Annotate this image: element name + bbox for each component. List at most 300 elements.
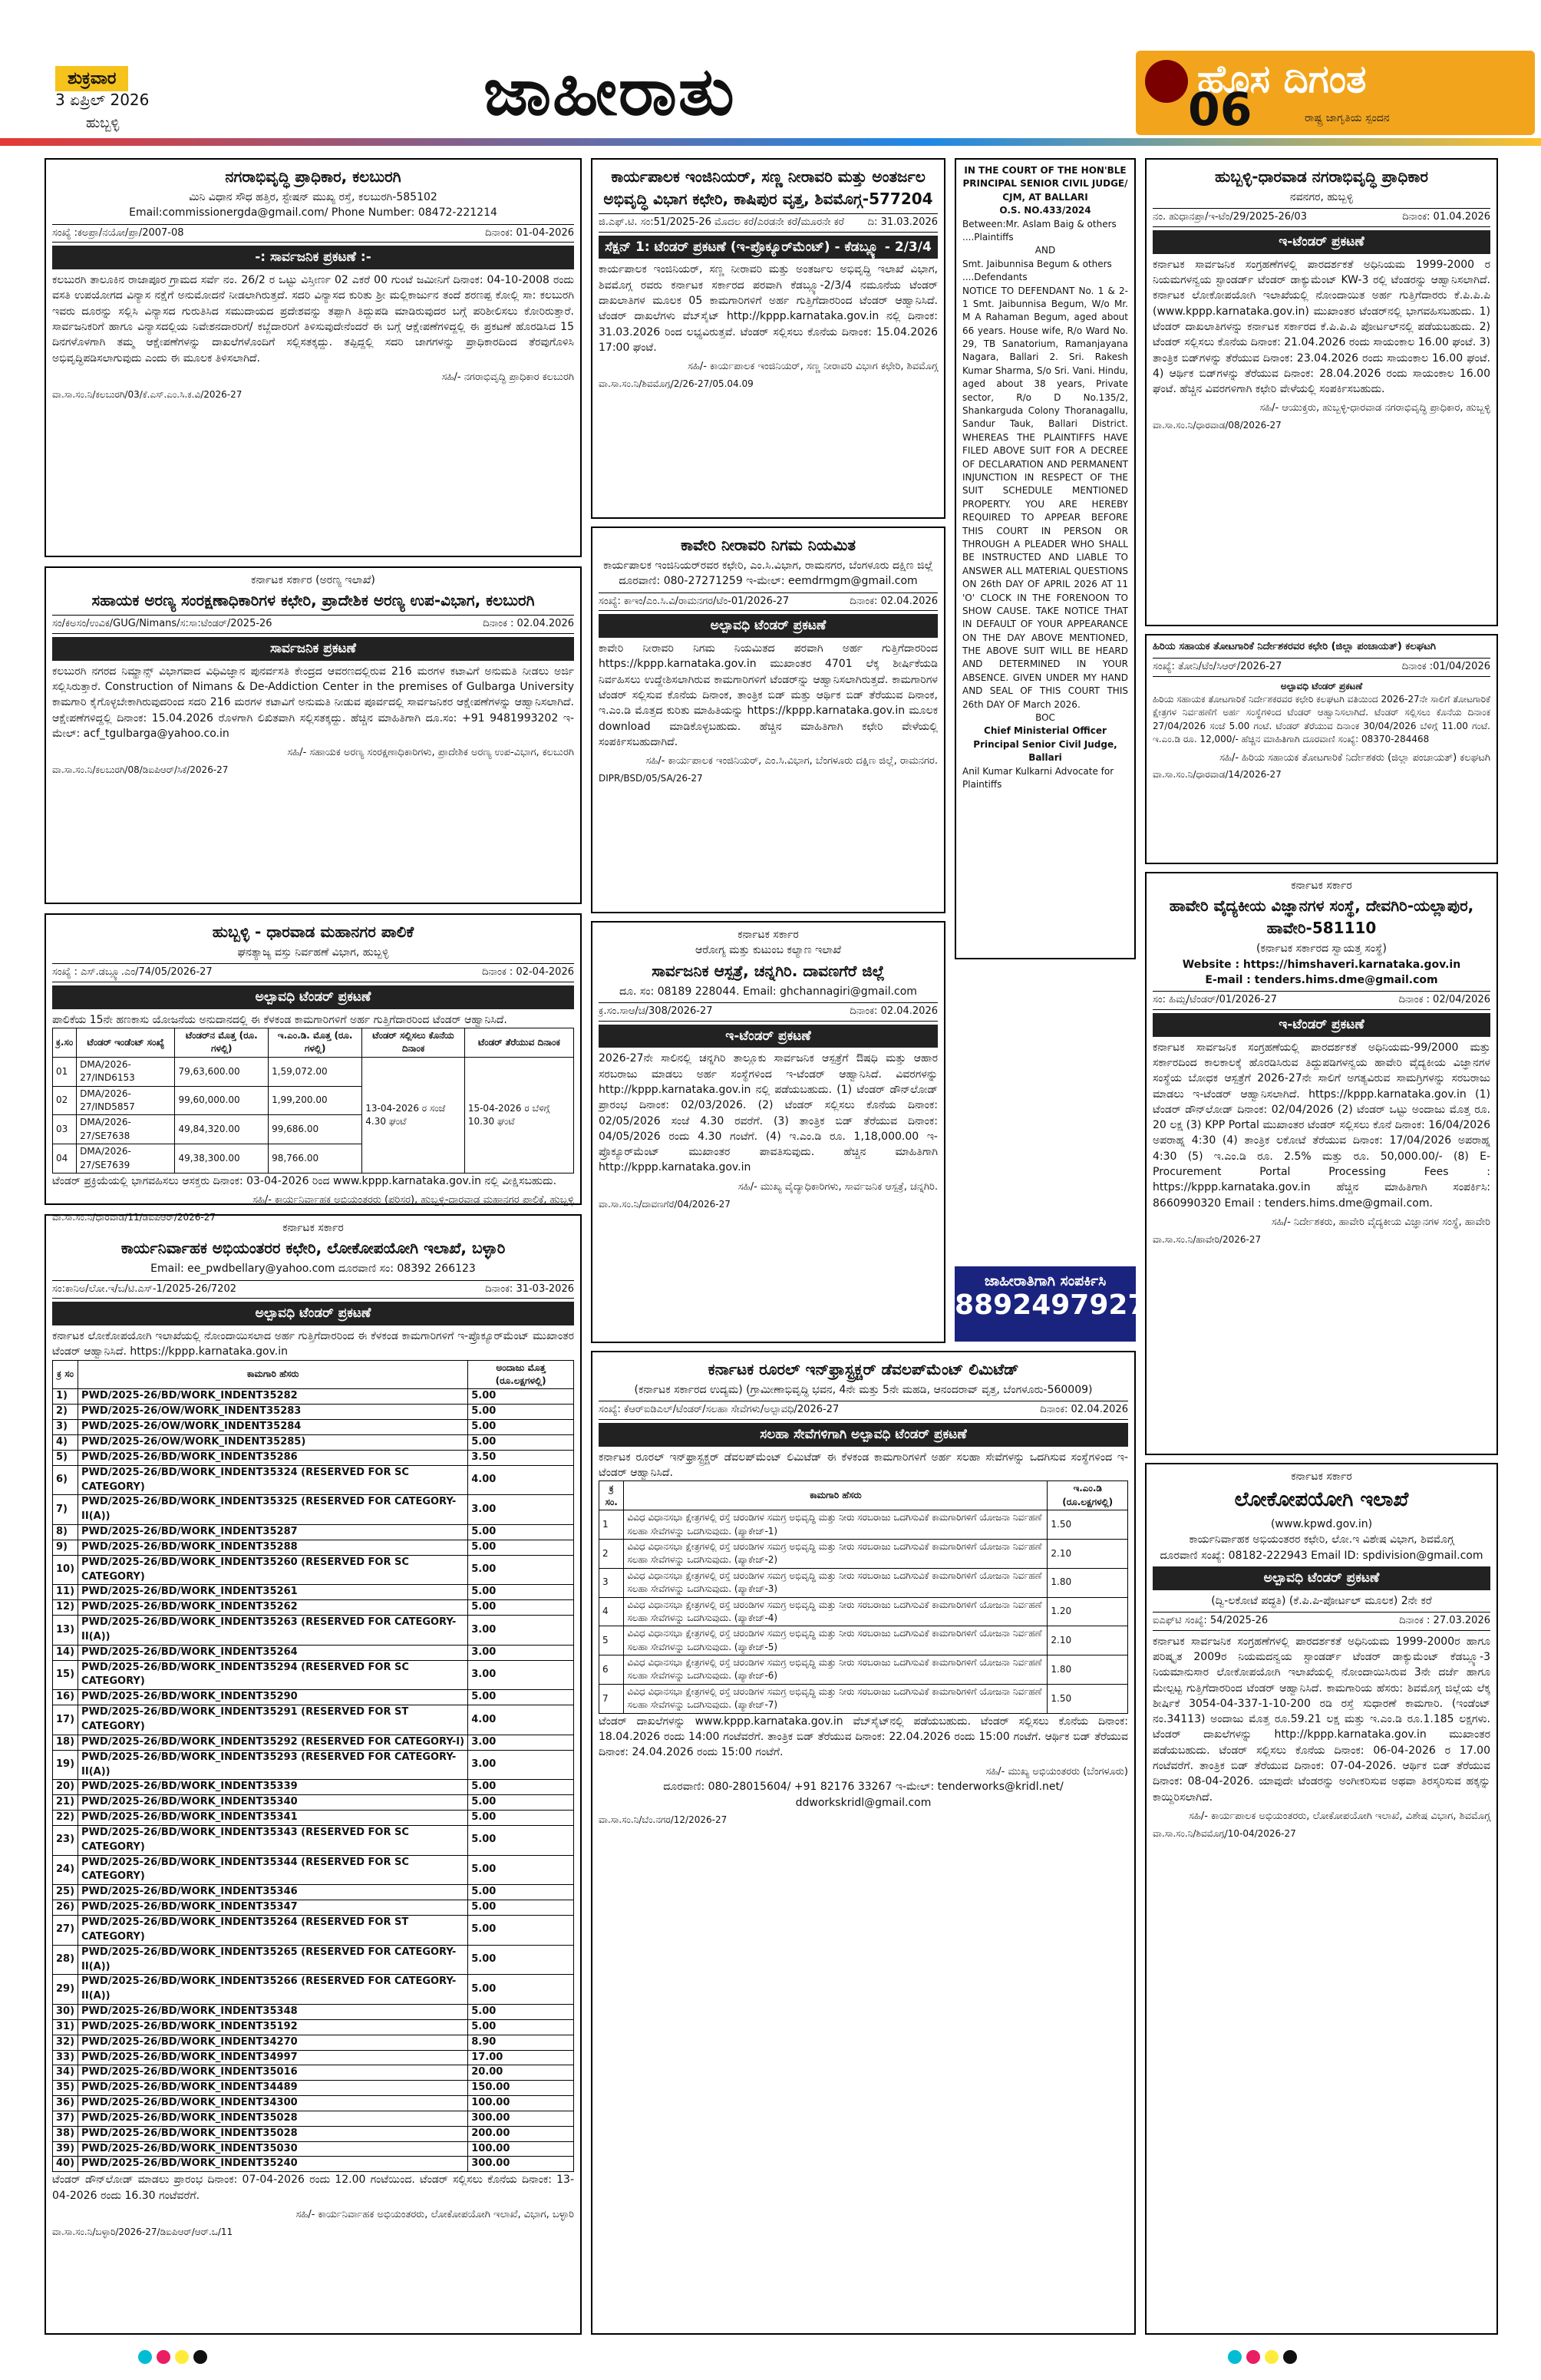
cell: ವಿವಿಧ ವಿಧಾನಸಭಾ ಕ್ಷೇತ್ರಗಳಲ್ಲಿ ರಸ್ತೆ ಚರಂಡಿಗಳ ಸಮಗ್ರ ಅಭಿವೃದ್ಧಿ ಮತ್ತು ನೀರು ಸರಬರಾಜು ಒದಗಿಸುವಿಕೆ ಕಾಮಗಾರಿಗಳಿಗೆ ಯೋಜನಾ ನಿರ್ವಹಣೆ ಸಲಹಾ ಸೇವೆಗಳನ್ನು ಒದಗಿಸುವುದು. (ಪ್ಯಾಕೇಜ್-2) [624, 1539, 1048, 1568]
cyan-dot [138, 2350, 152, 2364]
notice-govt: ಕರ್ನಾಟಕ ಸರ್ಕಾರ [1291, 880, 1352, 892]
notice-body: ಕರ್ನಾಟಕ ಸಾರ್ವಜನಿಕ ಸಂಗ್ರಹಣೆಗಳಲ್ಲಿ ಪಾರದರ್ಶಕತೆ ಅಧಿನಿಯಮ 1999-2000 ರ ನಿಯಮಗಳನ್ವಯ ಸ್ಟಾಂಡರ್ಡ್ ಟೆಂಡರ್ ಡಾಕ್ಯುಮೆಂಟ್ KW-3 ರಲ್ಲಿ ಟೆಂಡರನ್ನು ಆಹ್ವಾನಿಸಲಾಗಿದೆ. ಕರ್ನಾಟಕ ಲೋಕೋಪಯೋಗಿ ಇಲಾಖೆಯಲ್ಲಿ ನೋಂದಾಯಿತ ಅರ್ಹ ಗುತ್ತಿಗೆದಾರರು ಕೆ.ಪಿ.ಪಿ.ಪಿ (www.kppp.karnataka.gov.in) ಮುಖಾಂತರ ಟೆಂಡರ್‌ನಲ್ಲಿ ಭಾಗವಹಿಸಬಹುದು. 1) ಟೆಂಡರ್ ದಾಖಲಾತಿಗಳನ್ನು ಕರ್ನಾಟಕ ಸರ್ಕಾರದ ಕೆ.ಪಿ.ಪಿ.ಪಿ ಪೋರ್ಟಲ್‌ನಲ್ಲಿ ಪಡೆಯಬಹುದು. 2) ಟೆಂಡರ್ ಸಲ್ಲಿಸಲು ಕೊನೆಯ ದಿನಾಂಕ: 21.04.2026 ರಂದು ಸಾಯಂಕಾಲ 16.00 ಘಂಟೆ. 3) ತಾಂತ್ರಿಕ ಬಿಡ್‌ಗಳನ್ನು ತೆರೆಯುವ ದಿನಾಂಕ: 23.04.2026 ರಂದು ಸಾಯಂಕಾಲ 16.00 ಘಂಟೆ. 4) ಆರ್ಥಿಕ ಬಿಡ್‌ಗಳನ್ನು ತೆರೆಯುವ ದಿನಾಂಕ: 28.04.2026 ರಂದು ಸಾಯಂಕಾಲ 16.00 ಘಂಟೆ. ಹೆಚ್ಚಿನ ವಿವರಗಳಿಗಾಗಿ ಕಛೇರಿ ವೇಳೆಯಲ್ಲಿ ಸಂಪರ್ಕಿಸಬಹುದು. [1153, 258, 1490, 396]
notice-footer: ವಾ.ಸಾ.ಸಂ.ನಿ/ಧಾರವಾಡ/14/2026-27 [1153, 769, 1282, 781]
notice-date: ದಿನಾಂಕ : 02-04-2026 [481, 966, 574, 979]
cell: 4.00 [468, 1465, 574, 1495]
notice-haveri [1145, 872, 1498, 1455]
table-row [53, 1945, 574, 1975]
cell: PWD/2025-26/BD/WORK_INDENT35290 [78, 1690, 468, 1705]
cell: 1,59,072.00 [269, 1057, 362, 1086]
cell: PWD/2025-26/OW/WORK_INDENT35284 [78, 1420, 468, 1435]
cell: 3.00 [468, 1645, 574, 1660]
table-row [53, 1780, 574, 1795]
cell: 5.00 [468, 1420, 574, 1435]
notice-email: E-mail : tenders.hims.dme@gmail.com [1205, 973, 1438, 986]
table-row [53, 2111, 574, 2126]
notice-hudc [1145, 158, 1498, 626]
cell: PWD/2025-26/BD/WORK_INDENT35347 [78, 1900, 468, 1916]
table-row [53, 2019, 574, 2035]
table-row [53, 1705, 574, 1735]
table-row [599, 1510, 1128, 1540]
notice-footer: ವಾ.ಸಾ.ಸಂ.ನಿ/ಧಾರವಾಡ/11/ಡಿಐಪಿಆರ್/2026-27 [52, 1212, 216, 1223]
notice-horticulture [1145, 634, 1498, 864]
cell: 3.50 [468, 1450, 574, 1465]
cell: PWD/2025-26/BD/WORK_INDENT35016 [78, 2065, 468, 2081]
notice-org: ಕರ್ನಾಟಕ ರೂರಲ್ ಇನ್‌ಫ್ರಾಸ್ಟ್ರಕ್ಚರ್ ಡೆವಲಪ್‌ಮೆಂಟ್ ಲಿಮಿಟೆಡ್ [708, 1360, 1019, 1378]
notice-signature: ಸಹಿ/- ಕಾರ್ಯಪಾಲಕ ಇಂಜಿನಿಯರ್, ಸಣ್ಣ ನೀರಾವರಿ ವಿಭಾಗ ಕಛೇರಿ, ಶಿವಮೊಗ್ಗ [688, 361, 938, 373]
edition-city: ಹುಬ್ಬಳ್ಳಿ [86, 115, 120, 131]
cell: PWD/2025-26/BD/WORK_INDENT35282 [78, 1389, 468, 1405]
notice-footer: ವಾ.ಸಾ.ಸಂ.ನಿ/ಧಾರವಾಡ/08/2026-27 [1153, 420, 1282, 431]
cell: 01 [53, 1057, 77, 1086]
cell: PWD/2025-26/BD/WORK_INDENT35341 [78, 1811, 468, 1826]
cell: 7 [599, 1684, 624, 1713]
page-title: ಜಾಹೀರಾತು [483, 54, 736, 130]
cell: 22) [53, 1811, 78, 1826]
notice-body: ಕಲಬುರಗಿ ತಾಲೂಕಿನ ರಾಜಾಪೂರ ಗ್ರಾಮದ ಸರ್ವೆ ನಂ. 26/2 ರ ಒಟ್ಟು ವಿಸ್ತೀರ್ಣ 02 ಎಕರೆ 00 ಗುಂಟೆ ಜಮೀನಿಗೆ ದಿನಾಂಕ: 04-10-2008 ರಂದು ವಸತಿ ಉಪಯೋಗದ ವಿನ್ಯಾಸ ನಕ್ಷೆಗೆ ಅನುಮೋದನೆ ನೀಡಲಾಗಿರುತ್ತದೆ. ಸದರಿ ವಿನ್ಯಾಸದ ಕುರಿತು ಶ್ರೀ ಮಲ್ಲಿಕಾರ್ಜುನ ತಂದೆ ಶರಣಪ್ಪ ಕೋಲ್ಲಿ ಸಾ: ಕಲಬುರಗಿ ಇವರು ದೂರನ್ನು ಸಲ್ಲಿಸಿ ವಿನ್ಯಾಸದ ಗುರುತಿಸಿದ ಸಮುದಾಯದ ಪ್ರದೇಶವನ್ನು ತಪ್ಪಾಗಿ ತಿದ್ದುಪಡಿ ಮಾಡಿರುವುದರ ಬಗ್ಗೆ ಪರಿಶೀಲಿಸಲು ಕೋರಿರುತ್ತಾರೆ. ಸಾರ್ವಜನಿಕರಿಗೆ ಹಾಗೂ ವಿನ್ಯಾಸದಲ್ಲಿಯ ನಿವೇಶನದಾರರಿಗೆ/ ಕಬ್ಜೆದಾರರಿಗೆ ತಿಳಿಸುವುದೇನೆಂದರೆ ಈ ಬಗ್ಗೆ ಆಕ್ಷೇಪಣೆಗಳಿದ್ದಲ್ಲಿ ಈ ಪ್ರಕಟಣೆ ಹೊರಡಿಸಿದ 15 ದಿನಗಳೊಳಗಾಗಿ ತಮ್ಮ ಆಕ್ಷೇಪಣೆಗಳನ್ನು ದಾಖಲೆಗಳೊಂದಿಗೆ ಸಲ್ಲಿಸತಕ್ಕದ್ದು. ತಪ್ಪಿದ್ದಲ್ಲಿ ಸದರಿ ಜಾಗಗಳನ್ನು ಪ್ರಾಧಿಕಾರದಿಂದ ತೆರವುಗೊಳಿಸಿ ಅಭಿವೃದ್ಧಿಪಡಿಸಲಾಗುವುದು ಎಂದು ಈ ಮೂಲಕ ತಿಳಿಸಲಾಗಿದೆ. [52, 274, 574, 365]
cell: PWD/2025-26/BD/WORK_INDENT35339 [78, 1780, 468, 1795]
cell: 4.00 [468, 1705, 574, 1735]
cell: ವಿವಿಧ ವಿಧಾನಸಭಾ ಕ್ಷೇತ್ರಗಳಲ್ಲಿ ರಸ್ತೆ ಚರಂಡಿಗಳ ಸಮಗ್ರ ಅಭಿವೃದ್ಧಿ ಮತ್ತು ನೀರು ಸರಬರಾಜು ಒದಗಿಸುವಿಕೆ ಕಾಮಗಾರಿಗಳಿಗೆ ಯೋಜನಾ ನಿರ್ವಹಣೆ ಸಲಹಾ ಸೇವೆಗಳನ್ನು ಒದಗಿಸುವುದು. (ಪ್ಯಾಕೇಜ್-7) [624, 1684, 1048, 1713]
notice-note: ಟೆಂಡರ್ ಪ್ರಕ್ರಿಯೆಯಲ್ಲಿ ಭಾಗವಹಿಸಲು ಆಸಕ್ತರು ದಿನಾಂಕ: 03-04-2026 ರಿಂದ www.kppp.karnataka.gov.in ನಲ್ಲಿ ವೀಕ್ಷಿಸಬಹುದು. [52, 1174, 557, 1187]
notice-heading: ಅಲ್ಪಾವಧಿ ಟೆಂಡರ್ ಪ್ರಕಟಣೆ [1280, 680, 1363, 692]
cell: 6 [599, 1655, 624, 1685]
cell: 3 [599, 1568, 624, 1597]
cell: 15) [53, 1660, 78, 1690]
registration-marks [1228, 2350, 1297, 2364]
cell: 7) [53, 1495, 78, 1525]
notice-body: 2026-27ನೇ ಸಾಲಿನಲ್ಲಿ ಚನ್ನಗಿರಿ ತಾಲ್ಲೂಕು ಸಾರ್ವಜನಿಕ ಆಸ್ಪತ್ರೆಗೆ ಔಷಧಿ ಮತ್ತು ಆಹಾರ ಸರಬರಾಜು ಮಾಡಲು ಅರ್ಹ ಸಂಸ್ಥೆಗಳಿಂದ ಇ-ಟೆಂಡರ್ ಆಹ್ವಾನಿಸಿದೆ. ವಿವರಗಳನ್ನು http://kppp.karnataka.gov.in ನಲ್ಲಿ ಪಡೆಯಬಹುದು. (1) ಟೆಂಡರ್ ಡೌನ್‌ಲೋಡ್ ಪ್ರಾರಂಭ ದಿನಾಂಕ: 02/03/2026. (2) ಟೆಂಡರ್ ಸಲ್ಲಿಸಲು ಕೊನೆಯ ದಿನಾಂಕ: 02/05/2026 ಸಂಜೆ 4.30 ರವರೆಗೆ. (3) ತಾಂತ್ರಿಕ ಬಿಡ್ ತೆರೆಯುವ ದಿನಾಂಕ: 04/05/2026 ರಂದು 4.30 ಗಂಟೆಗೆ. (4) ಇ.ಎಂ.ಡಿ ರೂ. 1,18,000.00 ಇ-ಪ್ರೊಕ್ಯೂರ್‌ಮೆಂಟ್ ಮುಖಾಂತರ ಪಾವತಿಸುವುದು. ಹೆಚ್ಚಿನ ಮಾಹಿತಿಗಾಗಿ http://kppp.karnataka.gov.in [599, 1052, 938, 1174]
table-row [53, 1885, 574, 1900]
notice-date: ದಿನಾಂಕ :01/04/2026 [1401, 660, 1490, 672]
notice-heading: ಇ-ಟೆಂಡರ್ ಪ್ರಕಟಣೆ [1153, 1013, 1490, 1037]
cell: 04 [53, 1144, 77, 1173]
cell: 23) [53, 1825, 78, 1855]
notice-org: ಸಹಾಯಕ ಅರಣ್ಯ ಸಂರಕ್ಷಣಾಧಿಕಾರಿಗಳ ಕಛೇರಿ, ಪ್ರಾದೇಶಿಕ ಅರಣ್ಯ ಉಪ-ವಿಭಾಗ, ಕಲಬುರಗಿ [91, 591, 535, 610]
table-row [53, 1405, 574, 1420]
cell: 5.00 [468, 1405, 574, 1420]
col-header: ಕ್ರ ಸಂ [53, 1360, 78, 1389]
cell: 5.00 [468, 1600, 574, 1616]
notice-site: (www.kpwd.gov.in) [1270, 1517, 1373, 1530]
tender-table [52, 1028, 574, 1173]
cell: 29) [53, 1975, 78, 2005]
col-header: ಕಾಮಗಾರಿ ಹೆಸರು [78, 1360, 468, 1389]
notice-body: ಕರ್ನಾಟಕ ಸಾರ್ವಜನಿಕ ಸಂಗ್ರಹಣೆಗಳಲ್ಲಿ ಪಾರದರ್ಶಕತೆ ಅಧಿನಿಯಮ 1999-2000ರ ಹಾಗೂ ಪರಿಷ್ಕೃತ 2009ರ ನಿಯಮದನ್ವಯ ಸ್ಟಾಂಡರ್ಡ್ ಟೆಂಡರ್ ಡಾಕ್ಯುಮೆಂಟ್ ಕೆಡಬ್ಲ್ಯೂ-3 ನಿಯಮಾನುಸಾರ ಲೋಕೋಪಯೋಗಿ ಇಲಾಖೆಯಲ್ಲಿ ನೋಂದಾಯಿಸಿರುವ 3ನೇ ದರ್ಜೆ ಹಾಗೂ ಮೇಲ್ಪಟ್ಟ ಗುತ್ತಿಗೆದಾರರಿಂದ ಟೆಂಡರ್ ಆಹ್ವಾನಿಸಿದೆ. ಕಾಮಗಾರಿಯ ಹೆಸರು: ಶಿವಮೊಗ್ಗ ಜಿಲ್ಲೆಯ ಲೆಕ್ಕ ಶೀರ್ಷಿಕೆ 3054-04-337-1-10-200 ರಡಿ ರಸ್ತೆ ಸುಧಾರಣೆ ಕಾಮಗಾರಿ. (ಇಂಡೆಂಟ್ ನಂ.34113) ಅಂದಾಜು ಮೊತ್ತ ರೂ.59.21 ಲಕ್ಷ ಮತ್ತು ಇ.ಎಂ.ಡಿ ರೂ.1.185 ಲಕ್ಷಗಳು. ಟೆಂಡರ್ ದಾಖಲೆಗಳನ್ನು http://kppp.karnataka.gov.in ಮುಖಾಂತರ ಪಡೆಯಬಹುದು. ಟೆಂಡರ್ ಸಲ್ಲಿಸಲು ಕೊನೆಯ ದಿನಾಂಕ: 06-04-2026 ರ 17.00 ಗಂಟೆವರೆಗೆ. ತಾಂತ್ರಿಕ ಬಿಡ್ ತೆರೆಯುವ ದಿನಾಂಕ: 07-04-2026. ಆರ್ಥಿಕ ಬಿಡ್ ತೆರೆಯುವ ದಿನಾಂಕ: 08-04-2026. ಯಾವುದೇ ಟೆಂಡರನ್ನು ಅಂಗೀಕರಿಸುವ ಅಥವಾ ತಿರಸ್ಕರಿಸುವ ಹಕ್ಕನ್ನು ಕಾಯ್ದಿರಿಸಲಾಗಿದೆ. [1153, 1635, 1490, 1804]
cell: PWD/2025-26/BD/WORK_INDENT35264 [78, 1645, 468, 1660]
col-header: ಕ್ರ.ಸಂ [53, 1028, 77, 1058]
cell: ವಿವಿಧ ವಿಧಾನಸಭಾ ಕ್ಷೇತ್ರಗಳಲ್ಲಿ ರಸ್ತೆ ಚರಂಡಿಗಳ ಸಮಗ್ರ ಅಭಿವೃದ್ಧಿ ಮತ್ತು ನೀರು ಸರಬರಾಜು ಒದಗಿಸುವಿಕೆ ಕಾಮಗಾರಿಗಳಿಗೆ ಯೋಜನಾ ನಿರ್ವಹಣೆ ಸಲಹಾ ಸೇವೆಗಳನ್ನು ಒದಗಿಸುವುದು. (ಪ್ಯಾಕೇಜ್-3) [624, 1568, 1048, 1597]
cell: DMA/2026-27/IND6153 [77, 1057, 175, 1086]
cell: 3) [53, 1420, 78, 1435]
cell: 5.00 [468, 2019, 574, 2035]
table-row [53, 2081, 574, 2096]
cell: PWD/2025-26/BD/WORK_INDENT35291 (RESERVED FOR ST CATEGORY) [78, 1705, 468, 1735]
cell: PWD/2025-26/BD/WORK_INDENT35262 [78, 1600, 468, 1616]
table-row [53, 1750, 574, 1780]
cell: PWD/2025-26/BD/WORK_INDENT35265 (RESERVED FOR CATEGORY-II(A)) [78, 1945, 468, 1975]
cell: 1.50 [1048, 1684, 1128, 1713]
cell: 5 [599, 1626, 624, 1655]
notice-date: ದಿನಾಂಕ : 27.03.2026 [1399, 1614, 1490, 1626]
notice-footer: ವಾ.ಸಾ.ಸಂ.ನಿ/ಬಳ್ಳಾರಿ/2026-27/ಡಿಐಪಿಆರ್/ಆರ್‌.ಒ/11 [52, 2226, 233, 2237]
notice-sub: (ಕರ್ನಾಟಕ ಸರ್ಕಾರದ ಉದ್ಯಮ) (ಗ್ರಾಮೀಣಾಭಿವೃದ್ಧಿ ಭವನ, 4ನೇ ಮತ್ತು 5ನೇ ಮಹಡಿ, ಆನಂದರಾವ್ ವೃತ್ತ, ಬೆಂಗಳೂರು-560009) [634, 1384, 1093, 1396]
table-row [53, 1855, 574, 1885]
table-row [53, 2141, 574, 2157]
notice-heading: ಅಲ್ಪಾವಧಿ ಟೆಂಡರ್ ಪ್ರಕಟಣೆ [52, 985, 574, 1009]
yellow-dot [175, 2350, 189, 2364]
last-date-cell: 13-04-2026 ರ ಸಂಜೆ 4.30 ಘಂಟೆ [362, 1057, 465, 1173]
notice-sub: ನವನಗರ, ಹುಬ್ಬಳ್ಳಿ [1289, 191, 1354, 203]
advocate: Anil Kumar Kulkarni Advocate for Plaintiffs [962, 765, 1114, 790]
cell: ವಿವಿಧ ವಿಧಾನಸಭಾ ಕ್ಷೇತ್ರಗಳಲ್ಲಿ ರಸ್ತೆ ಚರಂಡಿಗಳ ಸಮಗ್ರ ಅಭಿವೃದ್ಧಿ ಮತ್ತು ನೀರು ಸರಬರಾಜು ಒದಗಿಸುವಿಕೆ ಕಾಮಗಾರಿಗಳಿಗೆ ಯೋಜನಾ ನಿರ್ವಹಣೆ ಸಲಹಾ ಸೇವೆಗಳನ್ನು ಒದಗಿಸುವುದು. (ಪ್ಯಾಕೇಜ್-1) [624, 1510, 1048, 1540]
cell: 5.00 [468, 1585, 574, 1600]
table-row [53, 1795, 574, 1811]
notice-intro: ಪಾಲಿಕೆಯ 15ನೇ ಹಣಕಾಸು ಯೋಜನೆಯ ಅನುದಾನದಲ್ಲಿ ಈ ಕೆಳಕಂಡ ಕಾಮಗಾರಿಗಳಿಗೆ ಅರ್ಹ ಗುತ್ತಿಗೆದಾರರಿಂದ ಟೆಂಡರ್ ಆಹ್ವಾನಿಸಿದೆ. [52, 1013, 507, 1026]
cell: 5.00 [468, 1945, 574, 1975]
cell: 3.00 [468, 1616, 574, 1646]
cell: 21) [53, 1795, 78, 1811]
notice-org: ಹುಬ್ಬಳ್ಳಿ - ಧಾರವಾಡ ಮಹಾನಗರ ಪಾಲಿಕೆ [212, 923, 414, 941]
page-header [0, 0, 1541, 146]
cell: 14) [53, 1645, 78, 1660]
table-row [53, 1450, 574, 1465]
cell: PWD/2025-26/BD/WORK_INDENT35287 [78, 1525, 468, 1540]
notice-org: ಹಾವೇರಿ ವೈದ್ಯಕೀಯ ವಿಜ್ಞಾನಗಳ ಸಂಸ್ಥೆ, ದೇವಗಿರಿ-ಯಲ್ಲಾಪುರ, ಹಾವೇರಿ-581110 [1169, 896, 1474, 938]
notice-ref: ಐಎಫ್‌ಟಿ ಸಂಖ್ಯೆ: 54/2025-26 [1153, 1614, 1269, 1626]
notice-footer: ವಾ.ಸಾ.ಸಂ.ನಿ/ಕಲಬುರಗಿ/08/ಡಿಐಪಿಆರ್/ಸಿಕೆ/2026-27 [52, 764, 229, 776]
cell: 1,99,200.00 [269, 1086, 362, 1115]
table-row [53, 1660, 574, 1690]
cell: PWD/2025-26/BD/WORK_INDENT35348 [78, 2005, 468, 2020]
table-row [53, 2157, 574, 2172]
and-label: AND [1034, 245, 1056, 256]
cell: 31) [53, 2019, 78, 2035]
cell: 8.90 [468, 2035, 574, 2050]
works-table [599, 1480, 1128, 1713]
cell: 34) [53, 2065, 78, 2081]
cell: 11) [53, 1585, 78, 1600]
notice-date: ದಿನಾಂಕ: 02.04.2026 [850, 1005, 938, 1017]
notice-intro: ಕರ್ನಾಟಕ ಲೋಕೋಪಯೋಗಿ ಇಲಾಖೆಯಲ್ಲಿ ನೋಂದಾಯಿಸಲಾದ ಅರ್ಹ ಗುತ್ತಿಗೆದಾರರಿಂದ ಈ ಕೆಳಕಂಡ ಕಾಮಗಾರಿಗಳಿಗೆ ಇ-ಪ್ರೊಕ್ಯೂರ್‌ಮೆಂಟ್ ಮುಖಾಂತರ ಟೆಂಡರ್ ಆಹ್ವಾನಿಸಿದೆ. https://kppp.karnataka.gov.in [52, 1330, 574, 1358]
cell: PWD/2025-26/BD/WORK_INDENT35344 (RESERVED FOR SC CATEGORY) [78, 1855, 468, 1885]
cell: PWD/2025-26/BD/WORK_INDENT34997 [78, 2050, 468, 2065]
table-row [53, 1735, 574, 1750]
notice-intro: ಕರ್ನಾಟಕ ರೂರಲ್ ಇನ್‌ಫ್ರಾಸ್ಟ್ರಕ್ಚರ್ ಡೆವಲಪ್‌ಮೆಂಟ್ ಲಿಮಿಟೆಡ್ ಈ ಕೆಳಕಂಡ ಕಾಮಗಾರಿಗಳಿಗೆ ಅರ್ಹ ಸಲಹಾ ಸೇವೆಗಳನ್ನು ಒದಗಿಸುವ ಸಂಸ್ಥೆಗಳಿಂದ ಇ-ಟೆಂಡರ್ ಆಹ್ವಾನಿಸಿದೆ. [599, 1451, 1128, 1480]
notice-ref: ಜಿ.ಎಫ್.ಟಿ. ಸಂ:51/2025-26 ಮೊದಲ ಕರೆ/ಎರಡನೇ ಕರೆ/ಮೂರನೇ ಕರೆ [599, 216, 844, 228]
notice-date: ದಿನಾಂಕ : 02/04/2026 [1398, 994, 1490, 1006]
table-row [53, 1540, 574, 1555]
boc-label: BOC [1035, 712, 1055, 724]
cell: PWD/2025-26/BD/WORK_INDENT35028 [78, 2111, 468, 2126]
cell: ವಿವಿಧ ವಿಧಾನಸಭಾ ಕ್ಷೇತ್ರಗಳಲ್ಲಿ ರಸ್ತೆ ಚರಂಡಿಗಳ ಸಮಗ್ರ ಅಭಿವೃದ್ಧಿ ಮತ್ತು ನೀರು ಸರಬರಾಜು ಒದಗಿಸುವಿಕೆ ಕಾಮಗಾರಿಗಳಿಗೆ ಯೋಜನಾ ನಿರ್ವಹಣೆ ಸಲಹಾ ಸೇವೆಗಳನ್ನು ಒದಗಿಸುವುದು. (ಪ್ಯಾಕೇಜ್-4) [624, 1597, 1048, 1626]
table-row [599, 1684, 1128, 1713]
cell: 1.80 [1048, 1568, 1128, 1597]
cell: 5.00 [468, 1975, 574, 2005]
table-row [53, 1389, 574, 1405]
cell: ವಿವಿಧ ವಿಧಾನಸಭಾ ಕ್ಷೇತ್ರಗಳಲ್ಲಿ ರಸ್ತೆ ಚರಂಡಿಗಳ ಸಮಗ್ರ ಅಭಿವೃದ್ಧಿ ಮತ್ತು ನೀರು ಸರಬರಾಜು ಒದಗಿಸುವಿಕೆ ಕಾಮಗಾರಿಗಳಿಗೆ ಯೋಜನಾ ನಿರ್ವಹಣೆ ಸಲಹಾ ಸೇವೆಗಳನ್ನು ಒದಗಿಸುವುದು. (ಪ್ಯಾಕೇಜ್-5) [624, 1626, 1048, 1655]
registration-marks [138, 2350, 207, 2364]
cell: 32) [53, 2035, 78, 2050]
cell: 13) [53, 1616, 78, 1646]
cell: 2 [599, 1539, 624, 1568]
notice-sub: (ಕರ್ನಾಟಕ ಸರ್ಕಾರದ ಸ್ವಾಯತ್ತ ಸಂಸ್ಥೆ) [1256, 942, 1387, 956]
notice-contact: Email: ee_pwdbellary@yahoo.com ದೂರವಾಣಿ ಸಂ: 08392 266123 [150, 1263, 476, 1276]
notice-footer: ವಾ.ಸಾ.ಸಂ.ನಿ/ಹಾವೇರಿ/2026-27 [1153, 1233, 1262, 1245]
court-name: IN THE COURT OF THE HON'BLE PRINCIPAL SENIOR CIVIL JUDGE/ CJM, AT BALLARI [962, 165, 1128, 203]
notice-kaveri [591, 527, 945, 913]
notice-note: ಟೆಂಡರ್ ಡೌನ್‌ಲೋಡ್ ಮಾಡಲು ಪ್ರಾರಂಭ ದಿನಾಂಕ: 07-04-2026 ರಂದು 12.00 ಗಂಟೆಯಿಂದ. ಟೆಂಡರ್ ಸಲ್ಲಿಸಲು ಕೊನೆಯ ದಿನಾಂಕ: 13-04-2026 ರಂದು 16.30 ಗಂಟೆವರೆಗೆ. [52, 2174, 574, 2202]
cell: 03 [53, 1115, 77, 1144]
cell: 19) [53, 1750, 78, 1780]
notice-heading: ಸೆಕ್ಷನ್ 1: ಟೆಂಡರ್ ಪ್ರಕಟಣೆ (ಇ-ಪ್ರೊಕ್ಯೂರ್‌ಮೆಂಟ್) - ಕೆಡಬ್ಲ್ಯೂ - 2/3/4 [599, 236, 938, 259]
cell: 5.00 [468, 1885, 574, 1900]
cell: 5.00 [468, 1389, 574, 1405]
cell: 1.20 [1048, 1597, 1128, 1626]
notice-ballari [45, 1214, 582, 2335]
table-row [53, 1690, 574, 1705]
cell: PWD/2025-26/BD/WORK_INDENT35261 [78, 1585, 468, 1600]
notice-date: ದಿನಾಂಕ: 31-03-2026 [485, 1282, 574, 1295]
notice-ref: ನಂ. ಹುಧಾನಪ್ರಾ/ಇ-ಟೆಂ/29/2025-26/03 [1153, 211, 1307, 223]
table-row [53, 1057, 574, 1086]
cell: 33) [53, 2050, 78, 2065]
cell: 4 [599, 1597, 624, 1626]
cell: 2) [53, 1405, 78, 1420]
table-row [53, 2005, 574, 2020]
table-row [53, 1825, 574, 1855]
cell: PWD/2025-26/BD/WORK_INDENT34489 [78, 2081, 468, 2096]
table-row [53, 1645, 574, 1660]
cell: 300.00 [468, 2111, 574, 2126]
notice-footer: DIPR/BSD/05/SA/26-27 [599, 773, 703, 784]
notice-org: ಕಾರ್ಯನಿರ್ವಾಹಕ ಅಭಿಯಂತರರ ಕಛೇರಿ, ಲೋಕೋಪಯೋಗಿ ಇಲಾಖೆ, ಬಳ್ಳಾರಿ [120, 1239, 506, 1258]
notice-org: ಲೋಕೋಪಯೋಗಿ ಇಲಾಖೆ [1234, 1488, 1409, 1512]
notice-dept: ಆರೋಗ್ಯ ಮತ್ತು ಕುಟುಂಬ ಕಲ್ಯಾಣ ಇಲಾಖೆ [695, 944, 841, 957]
cell: 5.00 [468, 1434, 574, 1450]
cell: 2.10 [1048, 1539, 1128, 1568]
cell: 37) [53, 2111, 78, 2126]
cell: 17) [53, 1705, 78, 1735]
notice-website: Website : https://himshaveri.karnataka.gov.in [1182, 958, 1461, 971]
notice-heading: ಇ-ಟೆಂಡರ್ ಪ್ರಕಟಣೆ [599, 1025, 938, 1048]
weekday: ಶುಕ್ರವಾರ [55, 66, 128, 91]
notice-sub: ಕಾರ್ಯಪಾಲಕ ಇಂಜಿನಿಯರ್‌ರವರ ಕಛೇರಿ, ಎಂ.ಸಿ.ವಿಭಾಗ, ರಾಮನಗರ, ಬೆಂಗಳೂರು ದಕ್ಷಿಣ ಜಿಲ್ಲೆ [603, 560, 933, 572]
brand-name: ಹೊಸ ದಿಗಂತ [1197, 57, 1367, 101]
cell: 49,38,300.00 [175, 1144, 269, 1173]
cell: 5.00 [468, 1915, 574, 1945]
court-body: NOTICE TO DEFENDANT No. 1 & 2- 1 Smt. Jaibunnisa Begum, W/o Mr. M A Rahaman Begum, aged about 66 years. House wife, R/o Ward No. 29, TB Sanatorium, Ramanjayana Nagara, Ballari 2. Sri. Rakesh Kumar Sharma, S/o Sri. Vani. Hindu, aged about 38 years, Private sector, R/o D No.135/2, Shankarguda Colony Thoranagallu, Sandur Tauk, Ballari District. WHEREAS THE PLAINTIFFS HAVE FILED ABOVE SUIT FOR A DECREE OF DECLARATION AND PERMANENT INJUNCTION IN RESPECT OF THE SUIT SCHEDULE MENTIONED PROPERTY. YOU ARE HEREBY REQUIRED TO APPEAR BEFORE THIS COURT IN PERSON OR THROUGH A PLEADER WHO SHALL BE INSTRUCTED AND LIABLE TO ANSWER ALL MATERIAL QUESTIONS ON 26th DAY OF APRIL 2026 AT 11 'O' CLOCK IN THE FORENOON TO SHOW CAUSE. TAKE NOTICE THAT IN DEFAULT OF YOUR APPEARANCE ON THE DAY ABOVE MENTIONED, THE ABOVE SUIT WILL BE HEARD AND DETERMINED IN YOUR ABSENCE. GIVEN UNDER MY HAND AND SEAL OF THIS COURT THIS 26th DAY OF March 2026. [962, 285, 1128, 710]
open-date-cell: 15-04-2026 ರ ಬೆಳಿಗ್ಗೆ 10.30 ಘಂಟೆ [464, 1057, 573, 1173]
notice-ref: ಸಂ: ಹಿಮ್ಸ/ಟೆಂಡರ್/01/2026-27 [1153, 994, 1277, 1006]
notice-org: ಕಾವೇರಿ ನೀರಾವರಿ ನಿಗಮ ನಿಯಮಿತ [680, 536, 856, 554]
cell: PWD/2025-26/BD/WORK_INDENT35340 [78, 1795, 468, 1811]
cell: 5.00 [468, 1811, 574, 1826]
notice-ref: ಸಂ/ಕಅಸಂ/ಉವಿಕ/GUG/Nimans/ಸ:ಸಾ:ಟೆಂಡರ್/2025-26 [52, 618, 272, 630]
cell: 3.00 [468, 1495, 574, 1525]
cell: PWD/2025-26/BD/WORK_INDENT35346 [78, 1885, 468, 1900]
notice-note: ಟೆಂಡರ್ ದಾಖಲೆಗಳನ್ನು www.kppp.karnataka.gov.in ವೆಬ್‌ಸೈಟ್‌ನಲ್ಲಿ ಪಡೆಯಬಹುದು. ಟೆಂಡರ್ ಸಲ್ಲಿಸಲು ಕೊನೆಯ ದಿನಾಂಕ: 18.04.2026 ರಂದು 14:00 ಗಂಟೆವರೆಗೆ. ತಾಂತ್ರಿಕ ಬಿಡ್ ತೆರೆಯುವ ದಿನಾಂಕ: 22.04.2026 ರಂದು 15:00 ಗಂಟೆಗೆ. ಆರ್ಥಿಕ ಬಿಡ್ ತೆರೆಯುವ ದಿನಾಂಕ: 24.04.2026 ರಂದು 15:00 ಗಂಟೆಗೆ. [599, 1715, 1128, 1759]
table-row [53, 1600, 574, 1616]
notice-date: ದಿನಾಂಕ: 02.04.2026 [850, 595, 938, 607]
cell: 5.00 [468, 1825, 574, 1855]
notice-address: ಮಿನಿ ವಿಧಾನ ಸೌಧ ಹತ್ತಿರ, ಸ್ಟೇಷನ್ ಮುಖ್ಯ ರಸ್ತೆ, ಕಲಬುರಗಿ-585102 [189, 191, 437, 203]
notice-pwd [1145, 1463, 1498, 2335]
notice-sub2: (ದ್ವಿ-ಲಕೋಟೆ ಪದ್ಧತಿ) (ಕೆ.ಪಿ.ಪಿ-ಪೋರ್ಟಲ್ ಮೂಲಕ) 2ನೇ ಕರೆ [1211, 1594, 1432, 1607]
notice-ref: ಸಂಖ್ಯೆ : ಎಸ್‌.ಡಬ್ಲ್ಯೂ.ಎಂ/74/05/2026-27 [52, 966, 213, 979]
notice-govt: ಕರ್ನಾಟಕ ಸರ್ಕಾರ [738, 929, 799, 941]
notice-govt: ಕರ್ನಾಟಕ ಸರ್ಕಾರ [282, 1222, 344, 1234]
cell: 5.00 [468, 2005, 574, 2020]
col-header: ಟೆಂಡರ್ ಇಂಡೆಂಟ್ ಸಂಖ್ಯೆ [77, 1028, 175, 1058]
table-row [53, 2035, 574, 2050]
notice-body: ಕಾರ್ಯಪಾಲಕ ಇಂಜಿನಿಯರ್, ಸಣ್ಣ ನೀರಾವರಿ ಮತ್ತು ಅಂತರ್ಜಲ ಅಭಿವೃದ್ಧಿ ಇಲಾಖೆ ವಿಭಾಗ, ಶಿವಮೊಗ್ಗ ರವರು ಕರ್ನಾಟಕ ಸರ್ಕಾರದ ಪರವಾಗಿ ಕೆಡಬ್ಲ್ಯೂ-2/3/4 ನಮೂನೆಯ ಟೆಂಡರ್ ದಾಖಲಾತಿಗಳ ಮೂಲಕ 05 ಕಾಮಗಾರಿಗಳಿಗೆ ಅರ್ಹ ಗುತ್ತಿಗೆದಾರರಿಂದ ಟೆಂಡರ್ ಆಹ್ವಾನಿಸಿದೆ. ಟೆಂಡರ್ ದಾಖಲೆಗಳು ವೆಬ್‌ಸೈಟ್ http://kppp.karnataka.gov.in ನಲ್ಲಿ ದಿನಾಂಕ: 31.03.2026 ರಿಂದ ಲಭ್ಯವಿರುತ್ತವೆ. ಟೆಂಡರ್ ಸಲ್ಲಿಸಲು ಕೊನೆಯ ದಿನಾಂಕ: 15.04.2026 17:00 ಘಂಟೆ. [599, 263, 938, 354]
table-row [53, 2050, 574, 2065]
cell: PWD/2025-26/BD/WORK_INDENT35028 [78, 2126, 468, 2141]
works-table [52, 1360, 574, 2173]
cell: PWD/2025-26/BD/WORK_INDENT35293 (RESERVED FOR CATEGORY-II(A)) [78, 1750, 468, 1780]
cell: 99,686.00 [269, 1115, 362, 1144]
cell: 5.00 [468, 1855, 574, 1885]
notice-org: ಸಾರ್ವಜನಿಕ ಆಸ್ಪತ್ರೆ, ಚನ್ನಗಿರಿ. ದಾವಣಗೆರೆ ಜಿಲ್ಲೆ [652, 961, 885, 980]
cell: 49,84,320.00 [175, 1115, 269, 1144]
cell: 02 [53, 1086, 77, 1115]
notice-signature: ಸಹಿ/- ಆಯುಕ್ತರು, ಹುಬ್ಬಳ್ಳಿ-ಧಾರವಾಡ ನಗರಾಭಿವೃದ್ಧಿ ಪ್ರಾಧಿಕಾರ, ಹುಬ್ಬಳ್ಳಿ [1259, 402, 1490, 414]
cell: 5.00 [468, 1795, 574, 1811]
notice-org: ಹಿರಿಯ ಸಹಾಯಕ ತೋಟಗಾರಿಕೆ ನಿರ್ದೇಶಕರವರ ಕಛೇರಿ (ಜಿಲ್ಲಾ ಪಂಚಾಯತ್) ಕಲಘಟಗಿ [1153, 641, 1437, 652]
cyan-dot [1228, 2350, 1242, 2364]
notice-footer: ವಾ.ಸಾ.ಸಂ.ನಿ/ಕಲಬುರಗಿ/03/ಕೆ.ಎಸ್.ಎಂ.ಸಿ.ಕ.ವಿ/2026-27 [52, 388, 243, 400]
table-row [53, 1525, 574, 1540]
cell: 3.00 [468, 1660, 574, 1690]
cell: 26) [53, 1900, 78, 1916]
cell: DMA/2026-27/SE7639 [77, 1144, 175, 1173]
cell: 38) [53, 2126, 78, 2141]
notice-heading: -: ಸಾರ್ವಜನಿಕ ಪ್ರಕಟಣೆ :- [52, 246, 574, 269]
cell: 35) [53, 2081, 78, 2096]
notice-body: ಕಾವೇರಿ ನೀರಾವರಿ ನಿಗಮ ನಿಯಮಿತದ ಪರವಾಗಿ ಅರ್ಹ ಗುತ್ತಿಗೆದಾರರಿಂದ https://kppp.karnataka.gov.in ಮುಖಾಂತರ 4701 ಲೆಕ್ಕ ಶೀರ್ಷಿಕೆಯಡಿ ನಿರ್ವಹಿಸಲು ಉದ್ದೇಶಿಸಲಾಗಿರುವ ಕಾಮಗಾರಿಗಳಿಗೆ ಟೆಂಡರ್‌ನ್ನು ಆಹ್ವಾನಿಸಲಾಗಿರುತ್ತದೆ. ಕಾಮಗಾರಿಗಳ ಟೆಂಡರ್ ಸಲ್ಲಿಸುವ ಕೊನೆಯ ದಿನಾಂಕ, ತಾಂತ್ರಿಕ ಬಿಡ್ ಮತ್ತು ಆರ್ಥಿಕ ಬಿಡ್ ತೆರೆಯುವ ದಿನಾಂಕ, ಇ.ಎಂ.ಡಿ ಮೊತ್ತದ ಕುರಿತು ಮಾಹಿತಿಯನ್ನು https://kppp.karnataka.gov.in ಮೂಲಕ download ಮಾಡಿಕೊಳ್ಳಬಹುದು. ಹೆಚ್ಚಿನ ಮಾಹಿತಿಗಾಗಿ ಕಛೇರಿ ವೇಳೆಯಲ್ಲಿ ಸಂಪರ್ಕಿಸಬಹುದಾಗಿದೆ. [599, 642, 938, 748]
table-row [599, 1655, 1128, 1685]
cell: 100.00 [468, 2096, 574, 2111]
notice-shivamogga [591, 158, 945, 519]
col-header: ಟೆಂಡರ್ ತೆರೆಯುವ ದಿನಾಂಕ [464, 1028, 573, 1058]
notice-body: ಕಲಬುರಗಿ ನಗರದ ನಿಮ್ಹಾನ್ಸ್ ವಿಭಾಗವಾದ ವಿಧಿವಿಜ್ಞಾನ ಪುನರ್ವಸತಿ ಕೇಂದ್ರದ ಆವರಣದಲ್ಲಿರುವ 216 ಮರಗಳ ಕಟಾವಿಗೆ ಅನುಮತಿ ನೀಡಲು ಅರ್ಜಿ ಸಲ್ಲಿಸಿರುತ್ತಾರೆ. Construction of Nimans & De-Addiction Center in the premises of Gulbarga University ಕಾಮಗಾರಿ ಕೈಗೊಳ್ಳಬೇಕಾಗಿರುವುದರಿಂದ ಸದರಿ 216 ಮರಗಳ ಕಟಾವಿಗೆ ಅನುಮತಿ ನೀಡುವ ಪೂರ್ವದಲ್ಲಿ ಸಾರ್ವಜನಿಕರ ಆಕ್ಷೇಪಣೆಗಳನ್ನು ಆಹ್ವಾನಿಸಲಾಗಿದೆ. ಆಕ್ಷೇಪಣೆಗಳಿದ್ದಲ್ಲಿ ದಿನಾಂಕ: 15.04.2026 ರೊಳಗಾಗಿ ಲಿಖಿತವಾಗಿ ಸಲ್ಲಿಸತಕ್ಕದ್ದು. ಹೆಚ್ಚಿನ ಮಾಹಿತಿಗಾಗಿ ದೂ.ಸಂ: +91 9481993202 ಇ-ಮೇಲ್: acf_tgulbarga@yahoo.co.in [52, 665, 574, 740]
notice-court [955, 158, 1136, 959]
advert-phone: 8892497927 [955, 1289, 1147, 1321]
notice-heading: ಅಲ್ಪಾವಧಿ ಟೆಂಡರ್ ಪ್ರಕಟಣೆ [599, 614, 938, 638]
notice-org: ನಗರಾಭಿವೃದ್ಧಿ ಪ್ರಾಧಿಕಾರ, ಕಲಬುರಗಿ [225, 167, 401, 186]
notice-footer: ವಾ.ಸಾ.ಸಂ.ನಿ/ಬೆಂ.ನಗರ/12/2026-27 [599, 1814, 728, 1825]
table-row [53, 2126, 574, 2141]
notice-signature: ಸಹಿ/- ಕಾರ್ಯಪಾಲಕ ಇಂಜಿನಿಯರ್, ಎಂ.ಸಿ.ವಿಭಾಗ, ಬೆಂಗಳೂರು ದಕ್ಷಿಣ ಜಿಲ್ಲೆ, ರಾಮನಗರ. [645, 755, 938, 767]
table-row [53, 2096, 574, 2111]
cell: 20) [53, 1780, 78, 1795]
table-row [53, 1811, 574, 1826]
table-row [599, 1539, 1128, 1568]
notice-heading: ಇ-ಟೆಂಡರ್ ಪ್ರಕಟಣೆ [1153, 230, 1490, 254]
cell: 150.00 [468, 2081, 574, 2096]
cell: 5.00 [468, 1525, 574, 1540]
notice-sub: ಕಾರ್ಯನಿರ್ವಾಹಕ ಅಭಿಯಂತರರ ಕಛೇರಿ, ಲೋ.ಇ ವಿಶೇಷ ವಿಭಾಗ, ಶಿವಮೊಗ್ಗ [1189, 1533, 1454, 1547]
notice-org: ಹುಬ್ಬಳ್ಳಿ-ಧಾರವಾಡ ನಗರಾಭಿವೃದ್ಧಿ ಪ್ರಾಧಿಕಾರ [1215, 167, 1428, 186]
cell: PWD/2025-26/BD/WORK_INDENT35266 (RESERVED FOR CATEGORY-II(A)) [78, 1975, 468, 2005]
cell: 4) [53, 1434, 78, 1450]
cell: PWD/2025-26/BD/WORK_INDENT35288 [78, 1540, 468, 1555]
magenta-dot [1246, 2350, 1260, 2364]
cell: 200.00 [468, 2126, 574, 2141]
notice-body: ಕರ್ನಾಟಕ ಸಾರ್ವಜನಿಕ ಸಂಗ್ರಹಣೆಯಲ್ಲಿ ಪಾರದರ್ಶಕತೆ ಅಧಿನಿಯಮ-99/2000 ಮತ್ತು ಸರ್ಕಾರದಿಂದ ಕಾಲಕಾಲಕ್ಕೆ ಹೊರಡಿಸಿರುವ ತಿದ್ದುಪಡಿಗಳನ್ವಯ ಹಾವೇರಿ ವೈದ್ಯಕೀಯ ವಿಜ್ಞಾನಗಳ ಸಂಸ್ಥೆಯ ಬೋಧಕ ಆಸ್ಪತ್ರೆಗೆ 2026-27ನೇ ಸಾಲಿಗೆ ಅಗತ್ಯವಿರುವ ಸಾಮಗ್ರಿಗಳನ್ನು ಸರಬರಾಜು ಮಾಡಲು ಇ-ಟೆಂಡರ್ ಆಹ್ವಾನಿಸಲಾಗಿದೆ. https://kppp.karnataka.gov.in (1) ಟೆಂಡರ್ ಡೌನ್‌ಲೋಡ್ ದಿನಾಂಕ: 02/04/2026 (2) ಟೆಂಡರ್ ಒಟ್ಟು ಅಂದಾಜು ಮೊತ್ತ ರೂ. 20 ಲಕ್ಷ (3) KPP Portal ಮುಖಾಂತರ ಟೆಂಡರ್ ಸಲ್ಲಿಸಲು ಕೊನೆ ದಿನಾಂಕ: 16/04/2026 ಅಪರಾಹ್ನ 4:30 (4) ತಾಂತ್ರಿಕ ಲಕೋಟೆ ತೆರೆಯುವ ದಿನಾಂಕ: 17/04/2026 ಅಪರಾಹ್ನ 4:30 (5) ಇ.ಎಂ.ಡಿ ರೂ. 2.5% ಮತ್ತು ರೂ. 50,000.00/- (8) E-Procurement Portal Processing Fees : https://kppp.karnataka.gov.in ಹೆಚ್ಚಿನ ಮಾಹಿತಿಗಾಗಿ ಸಂಪರ್ಕಿಸಿ: 8660990320 Email : tenders.hims.dme@gmail.com. [1153, 1041, 1490, 1210]
brand-logo-icon [1145, 60, 1188, 103]
header-stripe [0, 138, 1541, 146]
notice-govt: ಕರ್ನಾಟಕ ಸರ್ಕಾರ [1291, 1471, 1352, 1483]
cell: 20.00 [468, 2065, 574, 2081]
cell: 5.00 [468, 1690, 574, 1705]
notice-kalaburagi [45, 158, 582, 557]
cell: ವಿವಿಧ ವಿಧಾನಸಭಾ ಕ್ಷೇತ್ರಗಳಲ್ಲಿ ರಸ್ತೆ ಚರಂಡಿಗಳ ಸಮಗ್ರ ಅಭಿವೃದ್ಧಿ ಮತ್ತು ನೀರು ಸರಬರಾಜು ಒದಗಿಸುವಿಕೆ ಕಾಮಗಾರಿಗಳಿಗೆ ಯೋಜನಾ ನಿರ್ವಹಣೆ ಸಲಹಾ ಸೇವೆಗಳನ್ನು ಒದಗಿಸುವುದು. (ಪ್ಯಾಕೇಜ್-6) [624, 1655, 1048, 1685]
notice-heading: ಸಲಹಾ ಸೇವೆಗಳಿಗಾಗಿ ಅಲ್ಪಾವಧಿ ಟೆಂಡರ್ ಪ್ರಕಟಣೆ [599, 1423, 1128, 1447]
notice-contact: ದೂರವಾಣಿ: 080-28015604/ +91 82176 33267 ಇ-ಮೇಲ್: tenderworks@kridl.net/ ddworkskridl@gmail.com [663, 1781, 1064, 1809]
table-row [53, 1434, 574, 1450]
cell: PWD/2025-26/BD/WORK_INDENT35325 (RESERVED FOR CATEGORY-II(A)) [78, 1495, 468, 1525]
notice-ref: ಸಂಖ್ಯೆ: ಕೆಆರ್‌ಐಡಿಎಲ್/ಟೆಂಡರ್/ಸಲಹಾ ಸೇವೆಗಳು/ಅಲ್ಪಾವಧಿ/2026-27 [599, 1404, 840, 1416]
cell: 5) [53, 1450, 78, 1465]
advert-contact [955, 1266, 1147, 1342]
cell: PWD/2025-26/OW/WORK_INDENT35283 [78, 1405, 468, 1420]
cell: 1.50 [1048, 1510, 1128, 1540]
cell: 28) [53, 1945, 78, 1975]
notice-body: ಹಿರಿಯ ಸಹಾಯಕ ತೋಟಗಾರಿಕೆ ನಿರ್ದೇಶಕರವರ ಕಛೇರಿ ಕಲಘಟಗಿ ವತಿಯಿಂದ 2026-27ನೇ ಸಾಲಿಗೆ ತೋಟಗಾರಿಕೆ ಕ್ಷೇತ್ರಗಳ ನಿರ್ವಹಣೆಗೆ ಅರ್ಹ ಸಂಸ್ಥೆಗಳಿಂದ ಟೆಂಡರ್ ಆಹ್ವಾನಿಸಲಾಗಿದೆ. ಟೆಂಡರ್ ಸಲ್ಲಿಸಲು ಕೊನೆಯ ದಿನಾಂಕ 27/04/2026 ಸಂಜೆ 5.00 ಗಂಟೆ. ಟೆಂಡರ್ ತೆರೆಯುವ ದಿನಾಂಕ 30/04/2026 ಬೆಳಿಗ್ಗೆ 11.00 ಗಂಟೆ. ಇ.ಎಂ.ಡಿ ರೂ. 12,000/- ಹೆಚ್ಚಿನ ಮಾಹಿತಿಗಾಗಿ ದೂರವಾಣಿ ಸಂಖ್ಯೆ: 08370-284468 [1153, 694, 1490, 745]
magenta-dot [157, 2350, 170, 2364]
cell: DMA/2026-27/IND5857 [77, 1086, 175, 1115]
cell: 27) [53, 1915, 78, 1945]
page-number: 06 [1188, 83, 1252, 137]
notice-hdmc [45, 913, 582, 1223]
cell: 3.00 [468, 1750, 574, 1780]
cell: 17.00 [468, 2050, 574, 2065]
col-header: ಕಾಮಗಾರಿ ಹೆಸರು [624, 1481, 1048, 1510]
defendants: Smt. Jaibunnisa Begum & others ....Defendants [962, 258, 1112, 283]
cell: PWD/2025-26/BD/WORK_INDENT35240 [78, 2157, 468, 2172]
notice-sub: ಘನತ್ಯಾಜ್ಯ ವಸ್ತು ನಿರ್ವಹಣೆ ವಿಭಾಗ, ಹುಬ್ಬಳ್ಳಿ [237, 946, 389, 959]
col-header: ಇ.ಎಂ.ಡಿ (ರೂ.ಲಕ್ಷಗಳಲ್ಲಿ) [1048, 1481, 1128, 1510]
cell: 3.00 [468, 1735, 574, 1750]
cell: PWD/2025-26/BD/WORK_INDENT35294 (RESERVED FOR SC CATEGORY) [78, 1660, 468, 1690]
notice-ref: ಕ್ರ.ಸಂ.ಸಾಆ/ಚ/308/2026-27 [599, 1005, 713, 1017]
notice-date: ದಿನಾಂಕ : 02.04.2026 [483, 618, 574, 630]
cell: 1.80 [1048, 1655, 1128, 1685]
cell: 5.00 [468, 1540, 574, 1555]
cell: 25) [53, 1885, 78, 1900]
cell: 39) [53, 2141, 78, 2157]
table-row [53, 1585, 574, 1600]
cell: 40) [53, 2157, 78, 2172]
notice-date: ದಿನಾಂಕ: 02.04.2026 [1040, 1404, 1128, 1416]
notice-signature: ಸಹಿ/- ಕಾರ್ಯಪಾಲಕ ಅಭಿಯಂತರರು, ಲೋಕೋಪಯೋಗಿ ಇಲಾಖೆ, ವಿಶೇಷ ವಿಭಾಗ, ಶಿವಮೊಗ್ಗ [1189, 1810, 1490, 1822]
notice-signature: ಸಹಿ/- ಮುಖ್ಯ ವೈದ್ಯಾಧಿಕಾರಿಗಳು, ಸಾರ್ವಜನಿಕ ಆಸ್ಪತ್ರೆ, ಚನ್ನಗಿರಿ. [738, 1180, 938, 1193]
notice-signature: ಸಹಿ/- ಕಾರ್ಯನಿರ್ವಾಹಕ ಅಭಿಯಂತರರು (ಪರಿಸರ), ಹುಬ್ಬಳ್ಳಿ-ಧಾರವಾಡ ಮಹಾನಗರ ಪಾಲಿಕೆ, ಹುಬ್ಬಳ್ಳಿ [252, 1194, 574, 1207]
cell: 100.00 [468, 2141, 574, 2157]
notice-footer: ವಾ.ಸಾ.ಸಂ.ನಿ/ಶಿವಮೊಗ್ಗ/10-04/2026-27 [1153, 1827, 1296, 1839]
brand-tagline: ರಾಷ್ಟ್ರ ಜಾಗೃತಿಯ ಸ್ಪಂದನ [1305, 112, 1390, 124]
cell: 10) [53, 1555, 78, 1585]
table-row [53, 1555, 574, 1585]
table-row [53, 1465, 574, 1495]
notice-contact: ದೂರವಾಣಿ: 080-27271259 ಇ-ಮೇಲ್: eemdrmgm@gmail.com [619, 575, 918, 588]
cell: PWD/2025-26/BD/WORK_INDENT35343 (RESERVED FOR SC CATEGORY) [78, 1825, 468, 1855]
notice-signature: ಸಹಿ/- ಹಿರಿಯ ಸಹಾಯಕ ತೋಟಗಾರಿಕೆ ನಿರ್ದೇಶಕರು (ಜಿಲ್ಲಾ ಪಂಚಾಯತ್) ಕಲಘಟಗಿ [1219, 751, 1490, 764]
cell: 79,63,600.00 [175, 1057, 269, 1086]
cell: 16) [53, 1690, 78, 1705]
